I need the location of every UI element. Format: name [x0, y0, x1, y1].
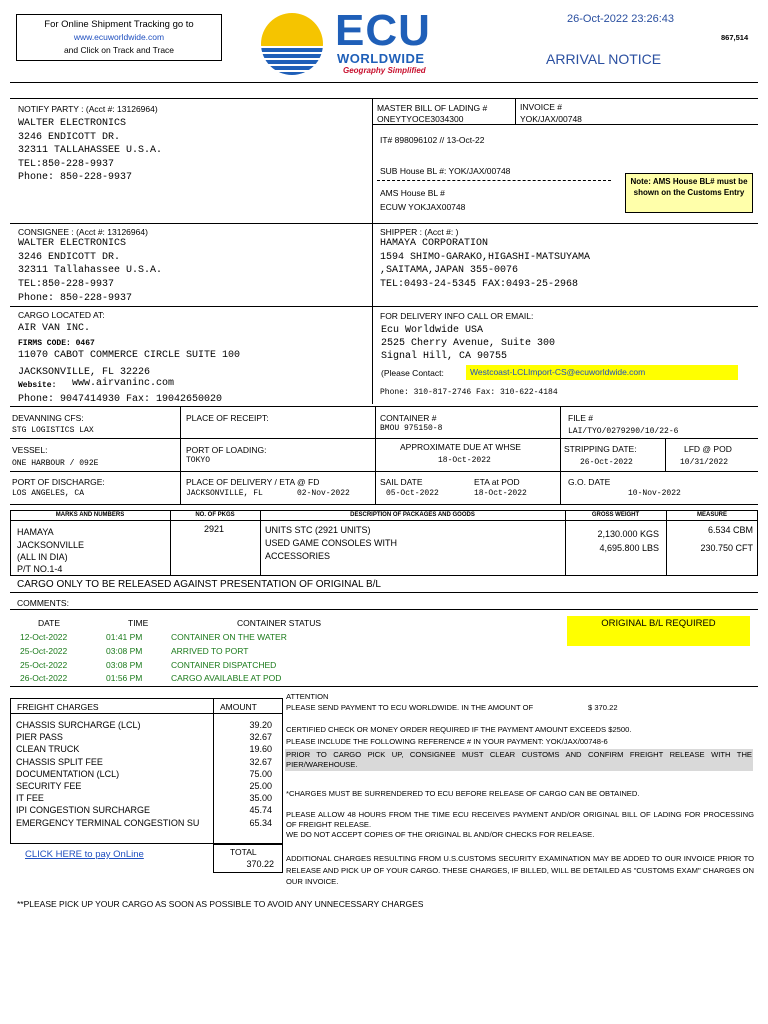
- receipt-label: PLACE OF RECEIPT:: [186, 413, 269, 423]
- charge-amount: 65.34: [249, 817, 272, 828]
- tracking-line3: and Click on Track and Trace: [63, 45, 175, 55]
- cargo-website[interactable]: www.airvaninc.com: [72, 378, 175, 389]
- notify-line-3: 32311 TALLAHASSEE U.S.A.: [18, 145, 163, 156]
- invoice-label: INVOICE #: [520, 102, 563, 112]
- cargo-phone: Phone: 9047414930 Fax: 19042650020: [18, 394, 223, 405]
- place-delivery-label: PLACE OF DELIVERY / ETA @ FD: [186, 477, 320, 487]
- charge-amount: 19.60: [249, 744, 272, 755]
- print-datetime: 26-Oct-2022 23:26:43: [567, 13, 675, 25]
- shipper-line-2: 1594 SHIMO-GARAKO,HIGASHI-MATSUYAMA: [380, 252, 591, 263]
- eta-pod-label: ETA at POD: [474, 477, 520, 487]
- status-row-2-status: ARRIVED TO PORT: [171, 646, 249, 656]
- cargo-located-addr2: JACKSONVILLE, FL 32226: [18, 367, 151, 378]
- attention-p2: PLEASE INCLUDE THE FOLLOWING REFERENCE # IN YOUR PAYMENT: YOK/JAX/00748-6: [286, 737, 608, 746]
- mbl-label: MASTER BILL OF LADING #: [377, 103, 488, 113]
- charge-amount: 32.67: [249, 732, 272, 743]
- stripping-label: STRIPPING DATE:: [564, 444, 637, 454]
- notify-line-5: Phone: 850-228-9937: [18, 172, 133, 183]
- total-label: TOTAL: [230, 847, 257, 857]
- go-date-label: G.O. DATE: [568, 477, 611, 487]
- tracking-box: [16, 14, 222, 61]
- charge-name: DOCUMENTATION (LCL): [16, 768, 120, 779]
- consignee-line-5: Phone: 850-228-9937: [18, 293, 133, 304]
- attention-p4: *CHARGES MUST BE SURRENDERED TO ECU BEFORE RELEASE OF CARGO CAN BE OBTAINED.: [286, 789, 640, 798]
- globe-icon: [255, 12, 329, 76]
- status-header-time: TIME: [128, 618, 149, 628]
- original-bl-text: ORIGINAL B/L REQUIRED: [601, 618, 716, 629]
- status-row-1-time: 01:41 PM: [106, 632, 143, 642]
- goods-mark-4: P/T NO.1-4: [17, 564, 63, 574]
- charge-name: CHASSIS SURCHARGE (LCL): [16, 720, 141, 730]
- vessel-label: VESSEL:: [12, 445, 48, 455]
- consignee-line-3: 32311 Tallahassee U.S.A.: [18, 265, 163, 276]
- goods-desc-3: ACCESSORIES: [265, 551, 331, 561]
- mbl-value: ONEYTYOCE3034300: [377, 114, 464, 124]
- attention-p5: PLEASE ALLOW 48 HOURS FROM THE TIME ECU RECEIVES PAYMENT AND/OR ORIGINAL BILL OF LADING FOR PROCESSING OF FREIGHT RELEASE.: [286, 810, 754, 829]
- goods-header-desc: DESCRIPTION OF PACKAGES AND GOODS: [350, 512, 475, 518]
- lfd-label: LFD @ POD: [684, 444, 732, 454]
- place-delivery-eta: 02-Nov-2022: [297, 489, 350, 498]
- charge-row: [16, 817, 280, 829]
- charge-row: [16, 792, 280, 804]
- charge-row: [16, 768, 280, 780]
- charge-name: CLEAN TRUCK: [16, 744, 80, 755]
- footer-notice: **PLEASE PICK UP YOUR CARGO AS SOON AS POSSIBLE TO AVOID ANY UNNECESSARY CHARGES: [17, 899, 424, 909]
- it-number: IT# 898096102 // 13-Oct-22: [380, 135, 485, 145]
- goods-mark-3: (ALL IN DIA): [17, 552, 68, 562]
- status-row-3-time: 03:08 PM: [106, 660, 143, 670]
- discharge-value: LOS ANGELES, CA: [12, 489, 85, 498]
- loading-value: TOKYO: [186, 456, 211, 465]
- logo-main-text: ECU: [335, 6, 431, 55]
- charge-name: EMERGENCY TERMINAL CONGESTION SU: [16, 817, 200, 828]
- charge-name: PIER PASS: [16, 732, 63, 743]
- approx-value: 18-Oct-2022: [438, 456, 491, 465]
- goods-measure-cft: 230.750 CFT: [700, 543, 753, 553]
- cargo-located-addr1: 11070 CABOT COMMERCE CIRCLE SUITE 100: [18, 350, 241, 361]
- goods-pkgs: 2921: [204, 524, 225, 534]
- goods-header-pkgs: NO. OF PKGS: [195, 512, 235, 518]
- charge-name: CHASSIS SPLIT FEE: [16, 756, 103, 767]
- attention-title: ATTENTION: [286, 692, 329, 701]
- charge-row: [16, 780, 280, 792]
- attention-p1: CERTIFIED CHECK OR MONEY ORDER REQUIRED IF THE PAYMENT AMOUNT EXCEEDS $2500.: [286, 725, 632, 734]
- status-row-2-time: 03:08 PM: [106, 646, 143, 656]
- container-label: CONTAINER #: [380, 413, 437, 423]
- loading-label: PORT OF LOADING:: [186, 445, 267, 455]
- ams-note-box: [625, 173, 753, 213]
- charge-row: [16, 756, 280, 768]
- notify-line-2: 3246 ENDICOTT DR.: [18, 132, 121, 143]
- page-title: ARRIVAL NOTICE: [546, 51, 662, 67]
- shipper-label: SHIPPER : (Acct #: ): [380, 227, 459, 237]
- charge-name: SECURITY FEE: [16, 780, 82, 791]
- notify-line-1: WALTER ELECTRONICS: [18, 118, 127, 129]
- comments-label: COMMENTS:: [17, 598, 69, 608]
- charge-amount: 45.74: [249, 805, 272, 816]
- approx-label: APPROXIMATE DUE AT WHSE: [400, 442, 521, 452]
- logo-tagline: Geography Simplified: [343, 66, 426, 75]
- status-row-3-date: 25-Oct-2022: [20, 660, 68, 670]
- cargo-located-label: CARGO LOCATED AT:: [18, 310, 105, 320]
- charge-row: [16, 731, 280, 743]
- notify-line-4: TEL:850-228-9937: [18, 159, 115, 170]
- charge-amount: 35.00: [249, 793, 272, 804]
- invoice-value: YOK/JAX/00748: [520, 114, 582, 124]
- delivery-line-3: Signal Hill, CA 90755: [381, 351, 508, 362]
- eta-pod-value: 18-Oct-2022: [474, 489, 527, 498]
- attention-amount: $ 370.22: [588, 703, 618, 712]
- ecu-logo: [255, 6, 465, 76]
- status-row-4-date: 26-Oct-2022: [20, 673, 68, 683]
- charges-header: FREIGHT CHARGES: [17, 702, 99, 712]
- notify-label: NOTIFY PARTY : (Acct #: 13126964): [18, 104, 158, 114]
- cargo-website-label: Website:: [18, 381, 57, 390]
- attention-p6: WE DO NOT ACCEPT COPIES OF THE ORIGINAL BL AND/OR CHECKS FOR RELEASE.: [286, 830, 595, 839]
- attention-pay-line: PLEASE SEND PAYMENT TO ECU WORLDWIDE. IN THE AMOUNT OF: [286, 703, 534, 712]
- goods-mark-1: HAMAYA: [17, 527, 54, 537]
- delivery-info-label: FOR DELIVERY INFO CALL OR EMAIL:: [380, 311, 534, 321]
- status-row-4-status: CARGO AVAILABLE AT POD: [171, 673, 282, 683]
- goods-mark-2: JACKSONVILLE: [17, 540, 85, 550]
- delivery-contact-label: (Please Contact:: [381, 368, 444, 378]
- status-row-4-time: 01:56 PM: [106, 673, 143, 683]
- shipper-line-1: HAMAYA CORPORATION: [380, 238, 489, 249]
- delivery-phone: Phone: 310-817-2746 Fax: 310-622-4184: [380, 388, 558, 397]
- container-value: BMOU 975150-8: [380, 424, 443, 433]
- delivery-contact-email-text: Westcoast-LCLImport-CS@ecuworldwide.com: [470, 367, 646, 377]
- charge-amount: 25.00: [249, 780, 272, 791]
- devanning-label: DEVANNING CFS:: [12, 413, 84, 423]
- goods-weight-kgs: 2,130.000 KGS: [597, 529, 659, 539]
- sub-house-bl: SUB House BL #: YOK/JAX/00748: [380, 166, 511, 176]
- discharge-label: PORT OF DISCHARGE:: [12, 477, 105, 487]
- cargo-firms-code: FIRMS CODE: 0467: [18, 339, 95, 348]
- devanning-value: STG LOGISTICS LAX: [12, 426, 94, 435]
- logo-sub-text: WORLDWIDE: [337, 51, 425, 66]
- charge-name: IPI CONGESTION SURCHARGE: [16, 805, 151, 816]
- delivery-line-2: 2525 Cherry Avenue, Suite 300: [381, 338, 556, 349]
- goods-header-weight: GROSS WEIGHT: [591, 512, 640, 518]
- file-value: LAI/TYO/0279290/10/22-6: [568, 427, 679, 436]
- attention-p3: PRIOR TO CARGO PICK UP, CONSIGNEE MUST CLEAR CUSTOMS AND CONFIRM FREIGHT RELEASE WITH THE PIER/WAREHOUSE.: [286, 750, 752, 769]
- shipper-line-3: ,SAITAMA,JAPAN 355-0076: [380, 265, 519, 276]
- charge-amount: 75.00: [249, 768, 272, 779]
- cargo-located-name: AIR VAN INC.: [18, 323, 91, 334]
- stripping-value: 26-Oct-2022: [580, 458, 633, 467]
- place-delivery-value: JACKSONVILLE, FL: [186, 489, 263, 498]
- charge-row: [16, 719, 280, 731]
- charge-amount: 32.67: [249, 756, 272, 767]
- status-row-2-date: 25-Oct-2022: [20, 646, 68, 656]
- charges-list: [16, 719, 280, 829]
- tracking-url-link[interactable]: www.ecuworldwide.com: [73, 32, 165, 42]
- sub-house-divider: [377, 180, 611, 181]
- goods-header-measure: MEASURE: [696, 512, 727, 518]
- status-header-status: CONTAINER STATUS: [237, 618, 322, 628]
- doc-number: 867,514: [721, 33, 749, 42]
- consignee-line-1: WALTER ELECTRONICS: [18, 238, 127, 249]
- goods-weight-lbs: 4,695.800 LBS: [599, 543, 659, 553]
- sail-date-label: SAIL DATE: [380, 477, 423, 487]
- pay-online-link[interactable]: CLICK HERE to pay OnLine: [25, 849, 144, 860]
- goods-measure-cbm: 6.534 CBM: [707, 525, 753, 535]
- ams-note-text: Note: AMS House BL# must be shown on the Customs Entry: [630, 177, 748, 197]
- attention-p7: ADDITIONAL CHARGES RESULTING FROM U.S.CUSTOMS SECURITY EXAMINATION MAY BE ADDED TO OUR INVOICE PRIOR TO RELEASE AND PICK UP OF YOUR CARGO. THESE CHARGES, IF BILLED, WILL BE DETAILED AS "CUSTOMS EXAM" CHARGES ON OUR INVOICE.: [286, 854, 754, 886]
- delivery-line-1: Ecu Worldwide USA: [381, 325, 484, 336]
- shipper-line-4: TEL:0493-24-5345 FAX:0493-25-2968: [380, 279, 579, 290]
- file-label: FILE #: [568, 413, 594, 423]
- original-bl-banner: [567, 616, 750, 646]
- goods-header-marks: MARKS AND NUMBERS: [55, 512, 125, 518]
- ams-label: AMS House BL #: [380, 188, 445, 198]
- ams-value: ECUW YOKJAX00748: [380, 202, 466, 212]
- goods-desc-1: UNITS STC (2921 UNITS): [265, 525, 371, 535]
- status-row-1-date: 12-Oct-2022: [20, 632, 68, 642]
- charges-amount-header: AMOUNT: [220, 702, 257, 712]
- charge-amount: 39.20: [249, 720, 272, 730]
- go-date-value: 10-Nov-2022: [628, 489, 681, 498]
- charge-row: [16, 743, 280, 755]
- sail-date-value: 05-Oct-2022: [386, 489, 439, 498]
- charge-name: IT FEE: [16, 793, 44, 804]
- status-row-1-status: CONTAINER ON THE WATER: [171, 632, 287, 642]
- goods-desc-2: USED GAME CONSOLES WITH: [265, 538, 398, 548]
- consignee-line-4: TEL:850-228-9937: [18, 279, 115, 290]
- tracking-line1: For Online Shipment Tracking go to: [44, 19, 194, 30]
- status-row-3-status: CONTAINER DISPATCHED: [171, 660, 277, 670]
- lfd-value: 10/31/2022: [680, 458, 729, 467]
- total-amount: 370.22: [246, 859, 274, 869]
- status-header-date: DATE: [38, 618, 61, 628]
- consignee-label: CONSIGNEE : (Acct #: 13126964): [18, 227, 148, 237]
- delivery-contact-email[interactable]: [466, 365, 738, 380]
- vessel-value: ONE HARBOUR / 092E: [12, 459, 99, 468]
- consignee-line-2: 3246 ENDICOTT DR.: [18, 252, 121, 263]
- charge-row: [16, 804, 280, 816]
- release-notice: CARGO ONLY TO BE RELEASED AGAINST PRESENTATION OF ORIGINAL B/L: [17, 579, 381, 590]
